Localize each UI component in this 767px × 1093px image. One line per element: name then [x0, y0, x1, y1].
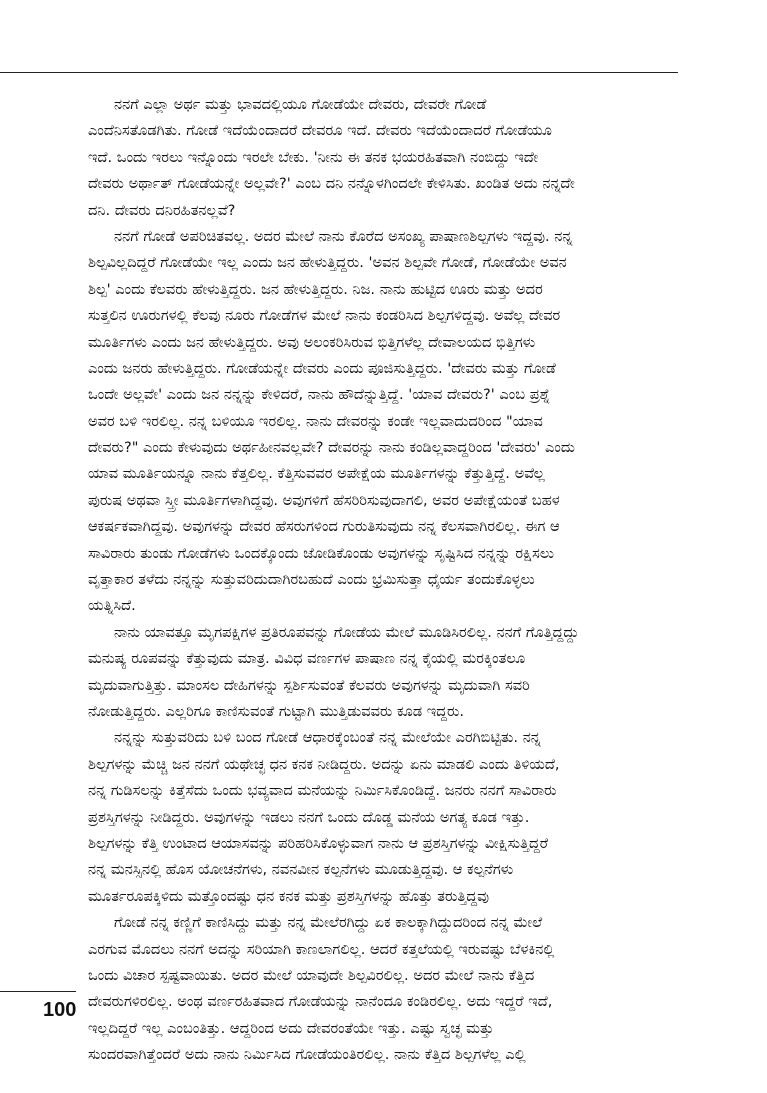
text-line: ಎಂದೆನಿಸತೊಡಗಿತು. ಗೋಡೆ ಇದೆಯೆಂದಾದರೆ ದೇವರೂ ಇದೆ. ದೇವರು ಇದೆಯೆಂದಾದರೆ ಗೋಡೆಯೂ	[88, 122, 552, 140]
body-text	[88, 92, 686, 1068]
paragraph-1	[88, 92, 686, 224]
text-line: ಅವರ ಬಳಿ ಇರಲಿಲ್ಲ. ನನ್ನ ಬಳಿಯೂ ಇರಲಿಲ್ಲ. ನಾನು ದೇವರನ್ನು ಕಂಡೇ ಇಲ್ಲವಾದುದರಿಂದ "ಯಾವ	[88, 412, 543, 430]
text-line: ಎಂದು ಜನರು ಹೇಳುತ್ತಿದ್ದರು. ಗೋಡೆಯನ್ನೇ ದೇವರು ಎಂದು ಪೂಜಿಸುತ್ತಿದ್ದರು. 'ದೇವರು ಮತ್ತು ಗೋಡೆ	[88, 359, 556, 377]
text-line: ಎರಗುವ ಮೊದಲು ನನಗೆ ಅದನ್ನು ಸರಿಯಾಗಿ ಕಾಣಲಾಗಲಿಲ್ಲ. ಆದರೆ ಕತ್ತಲೆಯಲ್ಲಿ ಇರುವಷ್ಟು ಬೆಳಕಿನಲ್ಲಿ	[88, 940, 555, 958]
text-line: ದೇವರು?" ಎಂದು ಕೇಳುವುದು ಅರ್ಥಹೀನವಲ್ಲವೇ? ದೇವರನ್ನು ನಾನು ಕಂಡಿಲ್ಲವಾದ್ದರಿಂದ 'ದೇವರು' ಎಂದು	[88, 439, 575, 457]
text-line: ಶಿಲ್ಪಗಳನ್ನು ಮೆಚ್ಚಿ ಜನ ನನಗೆ ಯಥೇಚ್ಛ ಧನ ಕನಕ ನೀಡಿದ್ದರು. ಅದನ್ನು ಏನು ಮಾಡಲಿ ಎಂದು ತಿಳಿಯದೆ,	[88, 755, 560, 773]
text-line: ಶಿಲ್ಪಗಳನ್ನು ಕೆತ್ತಿ ಉಂಟಾದ ಆಯಾಸವನ್ನು ಪರಿಹರಿಸಿಕೊಳ್ಳುವಾಗ ನಾನು ಆ ಪ್ರಶಸ್ತಿಗಳನ್ನು ವೀಕ್ಷಿಸುತ್ತಿದ್ದರೆ	[88, 834, 549, 852]
text-line: ಮೃದುವಾಗುತ್ತಿತ್ತು. ಮಾಂಸಲ ದೇಹಿಗಳನ್ನು ಸ್ಪರ್ಶಿಸುವಂತೆ ಕೆಲವರು ಅವುಗಳನ್ನು ಮೃದುವಾಗಿ ಸವರಿ	[88, 676, 530, 694]
text-line: ನನ್ನ ಗುಡಿಸಲನ್ನು ಕಿತ್ತೆಸೆದು ಒಂದು ಭವ್ಯವಾದ ಮನೆಯನ್ನು ನಿರ್ಮಿಸಿಕೊಂಡಿದ್ದೆ. ಜನರು ನನಗೆ ಸಾವಿರಾರು	[88, 782, 557, 800]
text-line: ವೃತ್ತಾಕಾರ ತಳೆದು ನನ್ನನ್ನು ಸುತ್ತುವರಿದುದಾಗಿರಬಹುದೆ ಎಂದು ಭ್ರಮಿಸುತ್ತಾ ಧೈರ್ಯ ತಂದುಕೊಳ್ಳಲು	[88, 571, 535, 589]
text-line: ಇಲ್ಲದಿದ್ದರೆ ಇಲ್ಲ ಎಂಬಂತಿತ್ತು. ಆದ್ದರಿಂದ ಅದು ದೇವರಂತೆಯೇ ಇತ್ತು. ಎಷ್ಟು ಸ್ವಚ್ಛ ಮತ್ತು	[88, 1019, 494, 1037]
text-line: ಒಂದೇ ಅಲ್ಲವೇ' ಎಂದು ಜನ ನನ್ನನ್ನು ಕೇಳಿದರೆ, ನಾನು ಹೌದೆನ್ನುತ್ತಿದ್ದೆ. 'ಯಾವ ದೇವರು?' ಎಂಬ ಪ್ರಶ್ನೆ	[88, 386, 551, 404]
text-line: ಮೂರ್ತಿಗಳು ಎಂದು ಜನ ಹೇಳುತ್ತಿದ್ದರು. ಅವು ಅಲಂಕರಿಸಿರುವ ಭಿತ್ತಿಗಳೆಲ್ಲ ದೇವಾಲಯದ ಭಿತ್ತಿಗಳು	[88, 333, 536, 351]
paragraph-5	[88, 910, 686, 1068]
text-line: ಸುತ್ತಲಿನ ಊರುಗಳಲ್ಲಿ ಕೆಲವು ನೂರು ಗೋಡೆಗಳ ಮೇಲೆ ನಾನು ಕಂಡರಿಸಿದ ಶಿಲ್ಪಗಳಿದ್ದವು. ಅವೆಲ್ಲ ದೇವರ	[88, 307, 561, 325]
paragraph-4	[88, 725, 686, 910]
text-line: ಸಾವಿರಾರು ತುಂಡು ಗೋಡೆಗಳು ಒಂದಕ್ಕೊಂದು ಜೋಡಿಕೊಂಡು ಅವುಗಳನ್ನು ಸೃಷ್ಟಿಸಿದ ನನ್ನನ್ನು ರಕ್ಷಿಸಲು	[88, 544, 554, 562]
text-line: ಯತ್ನಿಸಿದೆ.	[88, 597, 136, 615]
text-line: ಯಾವ ಮೂರ್ತಿಯನ್ನೂ ನಾನು ಕೆತ್ತಲಿಲ್ಲ. ಕೆತ್ತಿಸುವವರ ಅಪೇಕ್ಷೆಯ ಮೂರ್ತಿಗಳನ್ನು ಕೆತ್ತುತ್ತಿದ್ದೆ. ಅವೆಲ್ಲ	[88, 465, 545, 483]
text-line: ಪುರುಷ ಅಥವಾ ಸ್ತ್ರೀ ಮೂರ್ತಿಗಳಾಗಿದ್ದವು. ಅವುಗಳಿಗೆ ಹೆಸರಿರಿಸುವುದಾಗಲಿ, ಅವರ ಅಪೇಕ್ಷೆಯಂತೆ ಬಹಳ	[88, 491, 560, 509]
text-line: ದೇವರು ಅರ್ಥಾತ್ ಗೋಡೆಯನ್ನೇ ಅಲ್ಲವೇ?' ಎಂಬ ದನಿ ನನ್ನೊಳಗಿಂದಲೇ ಕೇಳಿಸಿತು. ಖಂಡಿತ ಅದು ನನ್ನದೇ	[88, 175, 575, 193]
paragraph-3	[88, 620, 686, 726]
page-number: 100	[43, 999, 77, 1021]
text-line: ಸುಂದರವಾಗಿತ್ತೆಂದರೆ ಅದು ನಾನು ನಿರ್ಮಿಸಿದ ಗೋಡೆಯಂತಿರಲಿಲ್ಲ. ನಾನು ಕೆತ್ತಿದ ಶಿಲ್ಪಗಳೆಲ್ಲ ಎಲ್ಲಿ	[88, 1046, 526, 1064]
text-line: ದೇವರುಗಳಿರಲಿಲ್ಲ. ಅಂಥ ವರ್ಣರಹಿತವಾದ ಗೋಡೆಯನ್ನು ನಾನೆಂದೂ ಕಂಡಿರಲಿಲ್ಲ. ಅದು ಇದ್ದರೆ ಇದೆ,	[88, 993, 553, 1011]
paragraph-2	[88, 224, 686, 620]
text-line: ಶಿಲ್ಪ' ಎಂದು ಕೆಲವರು ಹೇಳುತ್ತಿದ್ದರು. ಜನ ಹೇಳುತ್ತಿದ್ದರು. ನಿಜ. ನಾನು ಹುಟ್ಟಿದ ಊರು ಮತ್ತು ಅದರ	[88, 280, 543, 298]
top-rule	[0, 72, 678, 73]
footer-rule	[0, 991, 76, 992]
text-line: ಒಂದು ವಿಚಾರ ಸ್ಪಷ್ಟವಾಯಿತು. ಅದರ ಮೇಲೆ ಯಾವುದೇ ಶಿಲ್ಪವಿರಲಿಲ್ಲ. ಅದರ ಮೇಲೆ ನಾನು ಕೆತ್ತಿದ	[88, 966, 535, 984]
text-line: ಮೂರ್ತರೂಪಕ್ಕಿಳಿದು ಮತ್ತೊಂದಷ್ಟು ಧನ ಕನಕ ಮತ್ತು ಪ್ರಶಸ್ತಿಗಳನ್ನು ಹೊತ್ತು ತರುತ್ತಿದ್ದವು	[88, 887, 489, 905]
text-line: ದನಿ. ದೇವರು ದನಿರಹಿತನಲ್ಲವೆ?	[88, 201, 236, 219]
text-line: ಪ್ರಶಸ್ತಿಗಳನ್ನು ನೀಡಿದ್ದರು. ಅವುಗಳನ್ನು ಇಡಲು ನನಗೆ ಒಂದು ದೊಡ್ಡ ಮನೆಯ ಅಗತ್ಯ ಕೂಡ ಇತ್ತು.	[88, 808, 530, 826]
text-line: ಶಿಲ್ಪವಿಲ್ಲದಿದ್ದರೆ ಗೋಡೆಯೇ ಇಲ್ಲ ಎಂದು ಜನ ಹೇಳುತ್ತಿದ್ದರು. 'ಅವನ ಶಿಲ್ಪವೇ ಗೋಡೆ, ಗೋಡೆಯೇ ಅವನ	[88, 254, 567, 272]
text-line: ಆಕರ್ಷಕವಾಗಿದ್ದವು. ಅವುಗಳನ್ನು ದೇವರ ಹೆಸರುಗಳಿಂದ ಗುರುತಿಸುವುದು ನನ್ನ ಕೆಲಸವಾಗಿರಲಿಲ್ಲ. ಈಗ ಆ	[88, 518, 560, 536]
text-line: ಗೋಡೆ ನನ್ನ ಕಣ್ಣಿಗೆ ಕಾಣಿಸಿದ್ದು ಮತ್ತು ನನ್ನ ಮೇಲೆರಗಿದ್ದು ಏಕ ಕಾಲಕ್ಕಾಗಿದ್ದುದರಿಂದ ನನ್ನ ಮೇಲೆ	[114, 914, 543, 932]
text-line: ನನಗೆ ಗೋಡೆ ಅಪರಿಚಿತವಲ್ಲ. ಅದರ ಮೇಲೆ ನಾನು ಕೊರೆದ ಅಸಂಖ್ಯ ಪಾಷಾಣಶಿಲ್ಪಗಳು ಇದ್ದವು. ನನ್ನ	[114, 227, 573, 245]
text-line: ನನಗೆ ಎಲ್ಲಾ ಅರ್ಥ ಮತ್ತು ಭಾವದಲ್ಲಿಯೂ ಗೋಡೆಯೇ ದೇವರು, ದೇವರೇ ಗೋಡೆ	[114, 96, 487, 113]
text-line: ನೋಡುತ್ತಿದ್ದರು. ಎಲ್ಲರಿಗೂ ಕಾಣಿಸುವಂತೆ ಗುಟ್ಟಾಗಿ ಮುತ್ತಿಡುವವರು ಕೂಡ ಇದ್ದರು.	[88, 702, 465, 720]
text-line: ನನ್ನನ್ನು ಸುತ್ತುವರಿದು ಬಳಿ ಬಂದ ಗೋಡೆ ಆಧಾರಕ್ಕೆಂಬಂತೆ ನನ್ನ ಮೇಲೆಯೇ ಎರಗಿಬಿಟ್ಟಿತು. ನನ್ನ	[114, 729, 541, 747]
text-line: ಮನುಷ್ಯ ರೂಪವನ್ನು ಕೆತ್ತುವುದು ಮಾತ್ರ. ವಿವಿಧ ವರ್ಣಗಳ ಪಾಷಾಣ ನನ್ನ ಕೈಯಲ್ಲಿ ಮರಕ್ಕಿಂತಲೂ	[88, 650, 526, 668]
text-line: ಇದೆ. ಒಂದು ಇರಲು ಇನ್ನೊಂದು ಇರಲೇ ಬೇಕು. 'ನೀನು ಈ ತನಕ ಭಯರಹಿತವಾಗಿ ನಂಬಿದ್ದು ಇದೇ	[88, 148, 539, 166]
text-line: ನಾನು ಯಾವತ್ತೂ ಮೃಗಪಕ್ಷಿಗಳ ಪ್ರತಿರೂಪವನ್ನು ಗೋಡೆಯ ಮೇಲೆ ಮೂಡಿಸಿರಲಿಲ್ಲ. ನನಗೆ ಗೊತ್ತಿದ್ದದ್ದು	[114, 623, 579, 641]
text-line: ನನ್ನ ಮನಸ್ಸಿನಲ್ಲಿ ಹೊಸ ಯೋಚನೆಗಳು, ನವನವೀನ ಕಲ್ಪನೆಗಳು ಮೂಡುತ್ತಿದ್ದವು. ಆ ಕಲ್ಪನೆಗಳು	[88, 861, 514, 879]
